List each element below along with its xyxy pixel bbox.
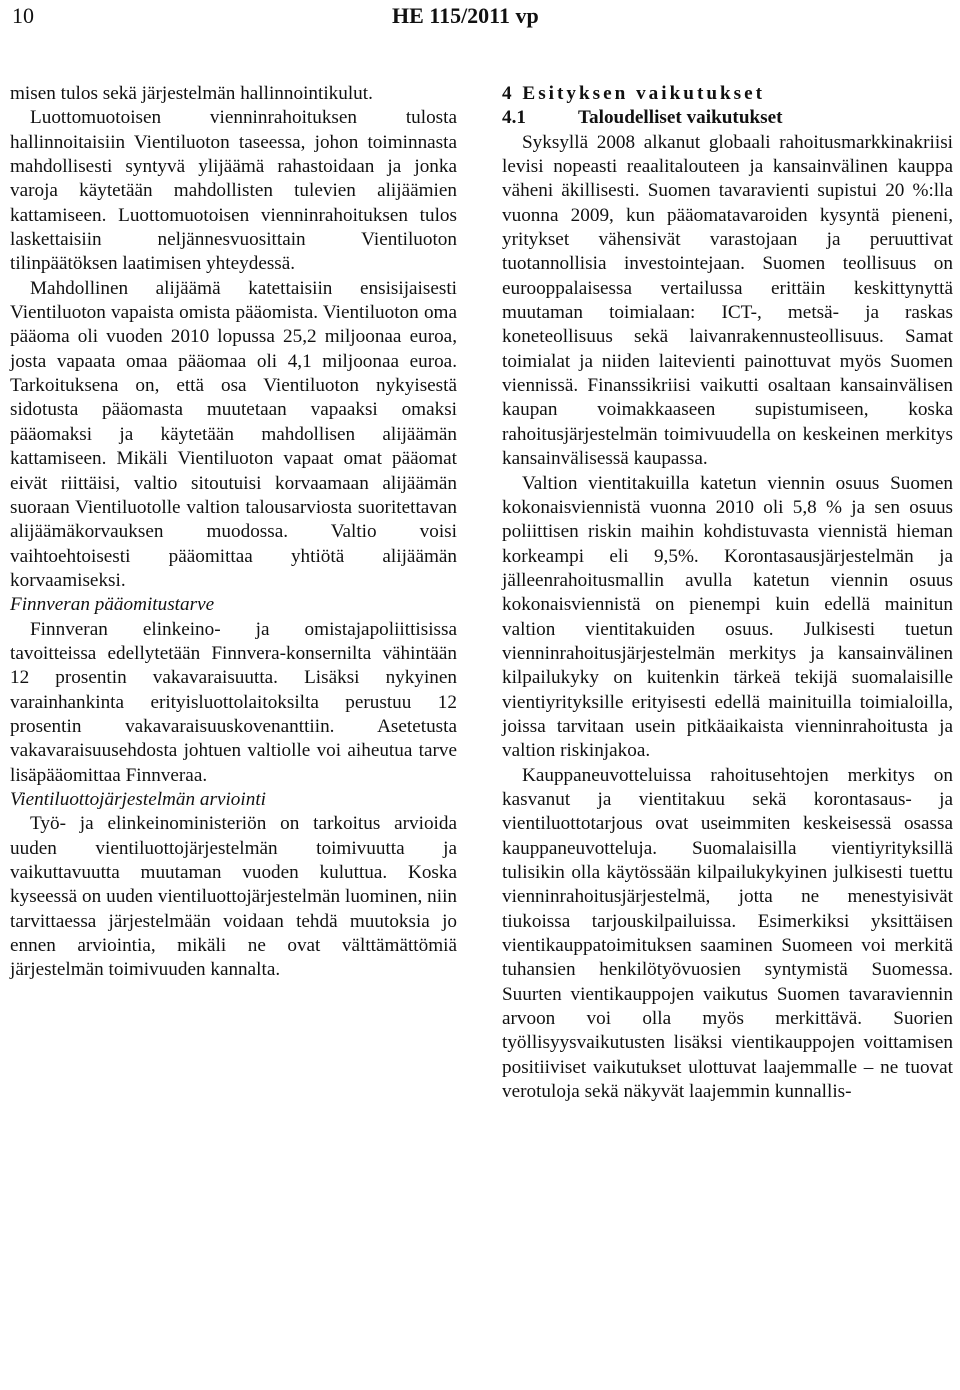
document-id: HE 115/2011 vp	[392, 3, 539, 28]
paragraph: Luottomuotoisen vienninrahoituksen tulosta hallinnoitaisiin Vientiluoton taseessa, johon toiminnasta mahdollisesti syntyvä ylijäämä rahastoidaan ja jonka varoja käytetään mahdollisten tulevien alijäämien kattamiseen. Luottomuotoisen vienninrahoituksen tulos laskettaisiin neljännesvuosittain Vientiluoton tilinpäätöksen laatimisen yhteydessä.	[10, 107, 457, 275]
section-heading: 4 Esityksen vaikutukset	[502, 83, 766, 104]
page-number: 10	[12, 3, 34, 28]
subsection-title: Taloudelliset vaikutukset	[578, 107, 783, 129]
paragraph: misen tulos sekä järjestelmän hallinnointikulut.	[10, 83, 373, 104]
subsection-number: 4.1	[502, 107, 526, 129]
paragraph: Syksyllä 2008 alkanut globaali rahoitusmarkkinakriisi levisi nopeasti reaalitalouteen ja kansainvälinen kauppa väheni äkillisesti. Suomen tavaravienti supistui 20 %:lla vuonna 2009, kun pääomatavaroiden kysyntä pieneni, yritykset vähensivät varastojaan ja peruuttivat tuotannollisia investointejaan. Suomen teollisuus on eurooppalaisessa vertailussa erittäin keskittynyttä muutaman toimialaan: ICT-, metsä- ja raskas koneteollisuus sekä laivanrakennusteollisuus. Samat toimialat ja niiden laitevienti painottuvat myös Suomen viennissä. Finanssikriisi vaikutti osaltaan kansainvälisen kaupan voimakkaaseen supistumiseen, koska rahoitusjärjestelmän toimivuudella on keskeinen merkitys kansainvälisessä kaupassa.	[502, 131, 953, 470]
subheading-finnvera-capitalisation: Finnveran pääomitustarve	[10, 594, 215, 616]
paragraph: Työ- ja elinkeinoministeriön on tarkoitus arvioida uuden vientiluottojärjestelmän toimivuutta ja vaikuttavuutta muutaman vuoden kuluttua. Koska kyseessä on uuden vientiluottojärjestelmän luominen, niin tarvittaessa järjestelmään voidaan tehdä muutoksia jo ennen arviointia, mikäli ne ovat välttämättömiä järjestelmän toimivuuden kannalta.	[10, 813, 457, 981]
left-column	[10, 82, 457, 983]
paragraph: Finnveran elinkeino- ja omistajapoliittisissa tavoitteissa edellytetään Finnvera-konsernilta vähintään 12 prosentin vakavaraisuutta. Lisäksi nykyinen varainhankinta erityisluottolaitoksilta perustuu 12 prosentin vakavaraisuuskovenanttiin. Asetetusta vakavaraisuusehdosta johtuen valtiolle voi aiheutua tarve lisäpääomittaa Finnveraa.	[10, 618, 457, 786]
paragraph: Kauppaneuvotteluissa rahoitusehtojen merkitys on kasvanut ja vientitakuu sekä korontasaus- ja vientiluottotarjous ovat useimmiten keskeisessä osassa kauppaneuvotteluja. Suomalaisilla vientiyrityksillä tulisikin olla käytössään kilpailukykyinen julkisesti tuettu vienninrahoitusjärjestelmä, jotta ne menestyisivät tiukoissa tarjouskilpailuissa. Esimerkiksi yksittäisen vientikauppatoimituksen saaminen Suomeen voi merkitä tuhansien henkilötyövuosien syntymistä Suomessa. Suurten vientikauppojen vaikutus Suomen tavaraviennin arvoon voi olla myös merkittävä. Suorien työllisyysvaikutusten lisäksi vientikauppojen voittamisen positiiviset vaikutukset ulottuvat laajemmalle – ne tuovat verotuloja sekä näkyvät laajemmin kunnallis-	[502, 764, 953, 1103]
right-column	[502, 82, 953, 1104]
page-header	[0, 0, 960, 40]
paragraph: Valtion vientitakuilla katetun viennin osuus Suomen kokonaisviennistä vuonna 2010 oli 5,8 % ja sen osuus poliittisen riskin maihin kohdistuvasta viennistä hieman korkeampi eli 9,5%. Korontasausjärjestelmän ja jälleenrahoitusmallin avulla katetun viennin osuus kokonaisviennistä on pienempi kuin edellä mainitun valtion vientitakuiden osuus. Julkisesti tuetun vienninrahoitusjärjestelmän merkitys ja kansainvälinen kilpailukyky on kuitenkin tärkeä tekijä suomalaisille vientiyrityksille erityisesti edellä mainituilla toimialoilla, joissa tarvitaan usein pitkäaikaista vienninrahoitusta ja valtion riskinjakoa.	[502, 472, 953, 762]
paragraph: Mahdollinen alijäämä katettaisiin ensisijaisesti Vientiluoton vapaista omista pääomista. Vientiluoton oma pääoma oli vuoden 2010 lopussa 25,2 miljoonaa euroa, josta vapaata omaa pääomaa oli 4,1 miljoonaa euroa. Tarkoituksena on, että osa Vientiluoton nykyisestä sidotusta pääomasta muutetaan vapaaksi omaksi pääomaksi ja käytetään mahdollisen alijäämän kattamiseen. Mikäli Vientiluoton vapaat omat pääomat eivät riittäisi, valtio sitoutuisi korvaamaan alijäämän suoraan Vientiluotolle valtion talousarviosta suoritettavan alijäämäkorvauksen muodossa. Valtio voisi vaihtoehtoisesti pääomittaa yhtiötä alijäämän korvaamiseksi.	[10, 277, 457, 591]
subheading-export-credit-evaluation: Vientiluottojärjestelmän arviointi	[10, 788, 266, 810]
subsection-heading	[502, 106, 953, 130]
